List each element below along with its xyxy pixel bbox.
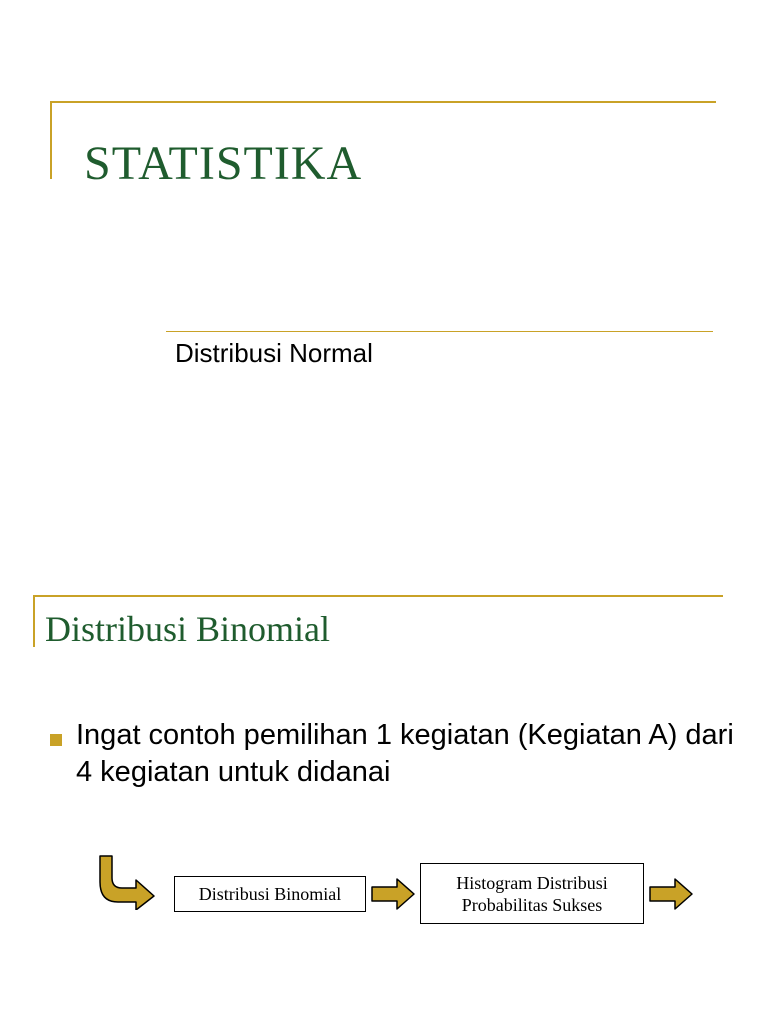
slide-binomial	[0, 512, 768, 1024]
flow-box-label: Distribusi Binomial	[198, 884, 342, 904]
flow-box-label-line1: Histogram Distribusi	[456, 872, 608, 893]
top-rule	[33, 595, 723, 597]
left-rule	[33, 595, 35, 647]
top-rule	[50, 101, 716, 103]
subtitle-rule	[166, 331, 713, 332]
slide-heading: Distribusi Binomial	[45, 609, 331, 649]
right-arrow-icon	[649, 878, 693, 910]
right-arrow-icon	[371, 878, 415, 910]
flow-box-label-line2: Probabilitas Sukses	[461, 894, 603, 915]
curved-arrow-icon	[96, 854, 158, 910]
bullet-square-icon	[50, 734, 62, 746]
presentation-subtitle: Distribusi Normal	[175, 338, 373, 368]
flow-box-histogram	[420, 863, 644, 924]
left-rule	[50, 101, 52, 179]
flow-box-binomial	[174, 876, 366, 912]
presentation-title: STATISTIKA	[84, 137, 363, 190]
bullet-text: Ingat contoh pemilihan 1 kegiatan (Kegiatan A) dari 4 kegiatan untuk didanai	[76, 719, 734, 788]
